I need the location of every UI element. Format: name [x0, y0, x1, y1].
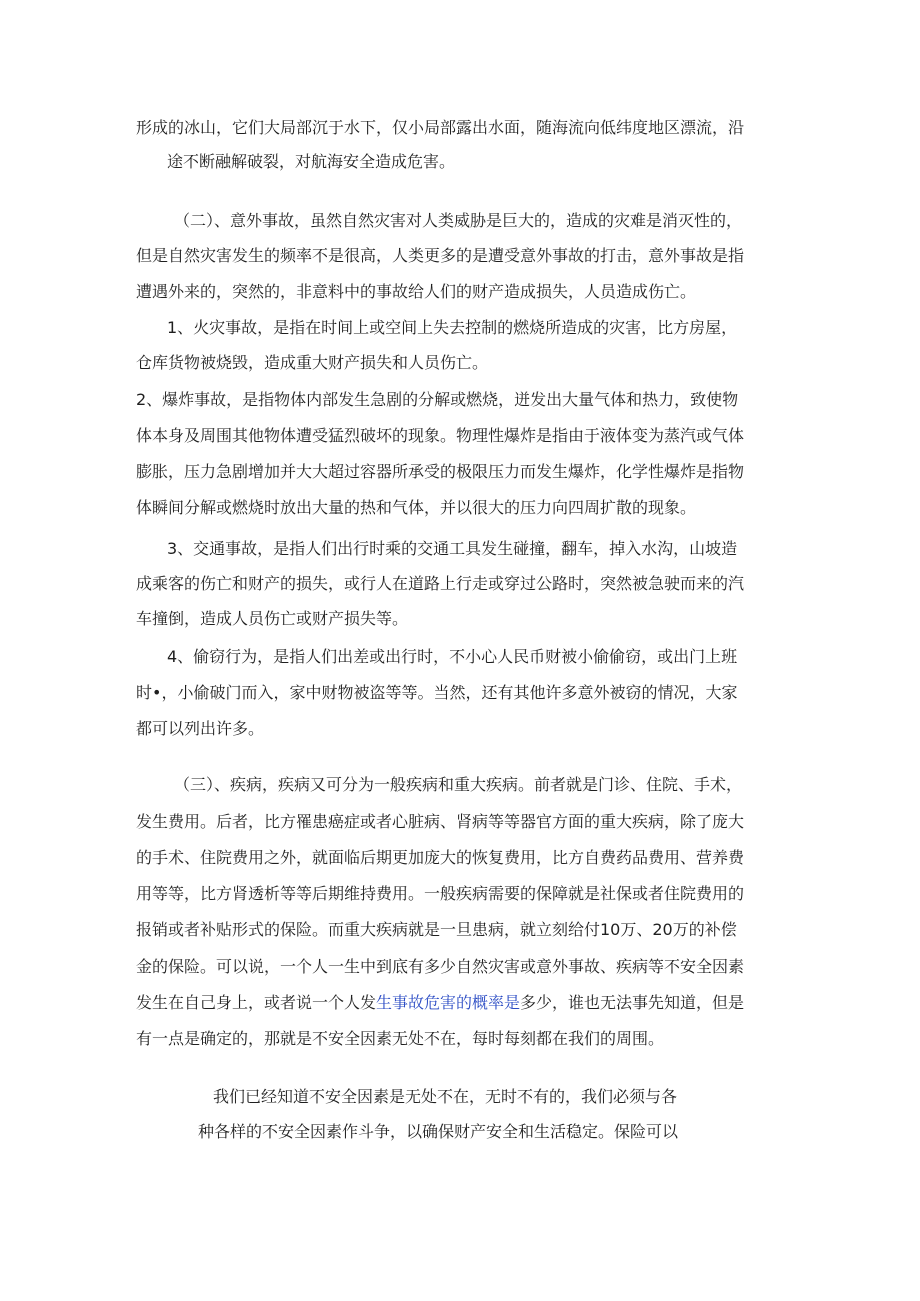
intro-line-2: 途不断融解破裂，对航海安全造成危害。: [167, 152, 456, 171]
section2-line-3: 遭遇外来的，突然的，非意料中的事故给人们的财产造成损失，人员造成伤亡。: [136, 282, 697, 301]
section3-line-7: [136, 993, 744, 1013]
section3-line-4: 用等等，比方肾透析等等后期维持费用。一般疾病需要的保障就是社保或者住院费用的: [136, 884, 745, 903]
item3-line-3: 车撞倒，造成人员伤亡或财产损失等。: [136, 609, 409, 628]
section3-line-1: （三）、疾病，疾病又可分为一般疾病和重大疾病。前者就是门诊、住院、手术，: [174, 775, 743, 794]
item2-line-1: 2、爆炸事故，是指物体内部发生急剧的分解或燃烧，迸发出大量气体和热力，致使物: [136, 390, 739, 409]
section3-line-8: 有一点是确定的，那就是不安全因素无处不在，每时每刻都在我们的周围。: [136, 1029, 665, 1048]
section3-line-3: 的手术、住院费用之外，就面临后期更加庞大的恢复费用，比方自费药品费用、营养费: [136, 848, 745, 867]
item1-line-1: 1、火灾事故，是指在时间上或空间上失去控制的燃烧所造成的灾害，比方房屋，: [167, 318, 738, 337]
closing-line-1: 我们已经知道不安全因素是无处不在，无时不有的，我们必须与各: [213, 1087, 678, 1106]
highlighted-phrase: 生事故危害的概率是: [376, 993, 521, 1012]
section3-line-7-end: 多少，谁也无法事先知道，但是: [520, 993, 745, 1012]
closing-line-2: 种各样的不安全因素作斗争，以确保财产安全和生活稳定。保险可以: [198, 1122, 679, 1141]
section2-line-2: 但是自然灾害发生的频率不是很高，人类更多的是遭受意外事故的打击，意外事故是指: [136, 246, 745, 265]
item3-line-2: 成乘客的伤亡和财产的损失，或行人在道路上行走或穿过公路时，突然被急驶而来的汽: [136, 574, 745, 593]
section3-line-5: 报销或者补贴形式的保险。而重大疾病就是一旦患病，就立刻给付10万、20万的补偿: [136, 920, 737, 939]
item2-line-3: 膨胀，压力急剧增加并大大超过容器所承受的极限压力而发生爆炸，化学性爆炸是指物: [136, 462, 745, 481]
section3-line-6: 金的保险。可以说，一个人一生中到底有多少自然灾害或意外事故、疾病等不安全因素: [136, 957, 745, 976]
section3-line-2: 发生费用。后者，比方罹患癌症或者心脏病、肾病等等器官方面的重大疾病，除了庞大: [136, 812, 745, 831]
item2-line-4: 体瞬间分解或燃烧时放出大量的热和气体，并以很大的压力向四周扩散的现象。: [136, 498, 697, 517]
section2-line-1: （二）、意外事故，虽然自然灾害对人类威胁是巨大的，造成的灾难是消灭性的，: [174, 211, 743, 230]
item3-line-1: 3、交通事故，是指人们出行时乘的交通工具发生碰撞，翻车，掉入水沟，山坡造: [167, 539, 738, 558]
intro-line-1: 形成的冰山，它们大局部沉于水下，仅小局部露出水面，随海流向低纬度地区漂流，沿: [136, 118, 745, 137]
item4-line-2: 时•，小偷破门而入，家中财物被盗等等。当然，还有其他许多意外被窃的情况，大家: [136, 683, 738, 702]
item1-line-2: 仓库货物被烧毁，造成重大财产损失和人员伤亡。: [136, 353, 489, 372]
section3-line-7-start: 发生在自己身上，或者说一个人发: [136, 993, 377, 1012]
item4-line-3: 都可以列出许多。: [136, 719, 265, 738]
item2-line-2: 体本身及周围其他物体遭受猛烈破坏的现象。物理性爆炸是指由于液体变为蒸汽或气体: [136, 426, 745, 445]
item4-line-1: 4、偷窃行为，是指人们出差或出行时，不小心人民币财被小偷偷窃，或出门上班: [167, 647, 738, 666]
